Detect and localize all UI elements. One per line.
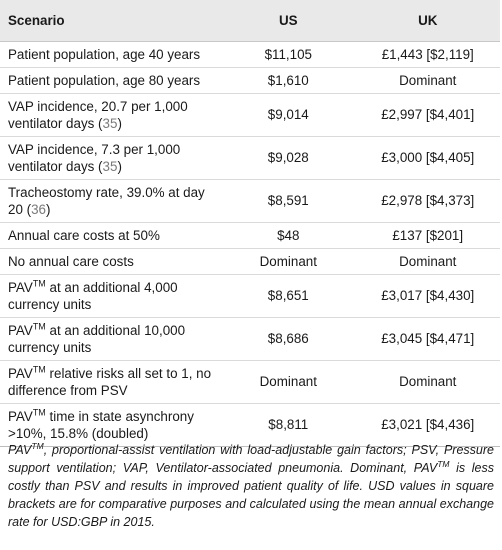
table-row: [0, 41, 500, 67]
scenario-text: Patient population, age 40 years: [8, 46, 201, 62]
table-row: [0, 222, 500, 248]
scenario-text-end: relative risks all set to 1, no difference from PSV: [8, 365, 212, 398]
scenario-text: PAV: [8, 408, 33, 424]
header-uk: UK: [355, 0, 500, 41]
scenario-cell: [0, 360, 221, 403]
scenario-text: Tracheostomy rate, 39.0% at day 20 (: [8, 184, 205, 217]
footnote-text: , proportional-assist ventilation with load-adjustable gain factors; PSV, Pressure support ventilation; VAP, Ventilator-associated pneumonia. Dominant, PAV: [8, 443, 494, 475]
reference-link[interactable]: 35: [102, 158, 118, 174]
uk-value-cell: £3,017 [$4,430]: [355, 274, 500, 317]
trademark-superscript: TM: [32, 321, 46, 332]
scenario-cell: [0, 274, 221, 317]
us-value-cell: $1,610: [221, 67, 355, 93]
scenario-text: Annual care costs at 50%: [8, 227, 160, 243]
table-row: [0, 274, 500, 317]
scenario-text-end: ): [117, 158, 122, 174]
table-header: [0, 0, 500, 41]
uk-value-cell: Dominant: [355, 248, 500, 274]
reference-link[interactable]: 36: [31, 201, 46, 217]
us-value-cell: $9,014: [221, 93, 355, 136]
us-value-cell: Dominant: [221, 360, 355, 403]
trademark-superscript: TM: [437, 458, 450, 469]
scenario-cell: [0, 136, 221, 179]
uk-value-cell: £2,978 [$4,373]: [355, 179, 500, 222]
table-body: [0, 41, 500, 446]
scenario-text: No annual care costs: [8, 253, 134, 269]
scenario-cell: [0, 93, 221, 136]
uk-value-cell: £137 [$201]: [355, 222, 500, 248]
header-row: [0, 0, 500, 41]
trademark-superscript: TM: [32, 407, 46, 418]
us-value-cell: $9,028: [221, 136, 355, 179]
scenario-text: VAP incidence, 20.7 per 1,000 ventilator days (: [8, 98, 188, 131]
scenario-text-end: at an additional 4,000 currency units: [8, 279, 178, 312]
header-us: US: [221, 0, 355, 41]
scenario-text: VAP incidence, 7.3 per 1,000 ventilator days (: [8, 141, 181, 174]
table-footnote: [8, 441, 494, 531]
us-value-cell: $8,591: [221, 179, 355, 222]
table-row: [0, 360, 500, 403]
uk-value-cell: £3,045 [$4,471]: [355, 317, 500, 360]
us-value-cell: $8,811: [221, 403, 355, 446]
us-value-cell: $48: [221, 222, 355, 248]
footnote-text: PAV: [8, 443, 32, 457]
scenario-cell: [0, 41, 221, 67]
us-value-cell: $11,105: [221, 41, 355, 67]
table-row: [0, 67, 500, 93]
trademark-superscript: TM: [32, 364, 46, 375]
table-row: [0, 248, 500, 274]
trademark-superscript: TM: [31, 440, 44, 451]
uk-value-cell: Dominant: [355, 67, 500, 93]
scenario-text: PAV: [8, 322, 33, 338]
scenario-cell: [0, 248, 221, 274]
scenario-text: PAV: [8, 365, 33, 381]
header-scenario: Scenario: [0, 0, 221, 41]
scenario-text-end: at an additional 10,000 currency units: [8, 322, 186, 355]
table-row: [0, 136, 500, 179]
scenario-text-end: time in state asynchrony >10%, 15.8% (doubled): [8, 408, 194, 441]
us-value-cell: $8,686: [221, 317, 355, 360]
table-row: [0, 179, 500, 222]
scenario-cell: [0, 67, 221, 93]
table-row: [0, 403, 500, 446]
uk-value-cell: £2,997 [$4,401]: [355, 93, 500, 136]
table-row: [0, 317, 500, 360]
scenario-cell: [0, 403, 221, 446]
scenario-cell: [0, 179, 221, 222]
footnote-text: is less costly than PSV and results in improved patient quality of life. USD values in square brackets are for comparative purposes and calculated using the mean annual exchange rate for USD:GBP in 2015.: [8, 461, 494, 529]
reference-link[interactable]: 35: [102, 115, 118, 131]
scenario-text-end: ): [45, 201, 51, 217]
scenario-cell: [0, 222, 221, 248]
uk-value-cell: £3,021 [$4,436]: [355, 403, 500, 446]
uk-value-cell: Dominant: [355, 360, 500, 403]
scenario-text: PAV: [8, 279, 33, 295]
uk-value-cell: £3,000 [$4,405]: [355, 136, 500, 179]
scenario-cell: [0, 317, 221, 360]
us-value-cell: $8,651: [221, 274, 355, 317]
uk-value-cell: £1,443 [$2,119]: [355, 41, 500, 67]
table-row: [0, 93, 500, 136]
scenario-text-end: ): [117, 115, 122, 131]
trademark-superscript: TM: [32, 278, 46, 289]
scenario-text: Patient population, age 80 years: [8, 72, 201, 88]
us-value-cell: Dominant: [221, 248, 355, 274]
